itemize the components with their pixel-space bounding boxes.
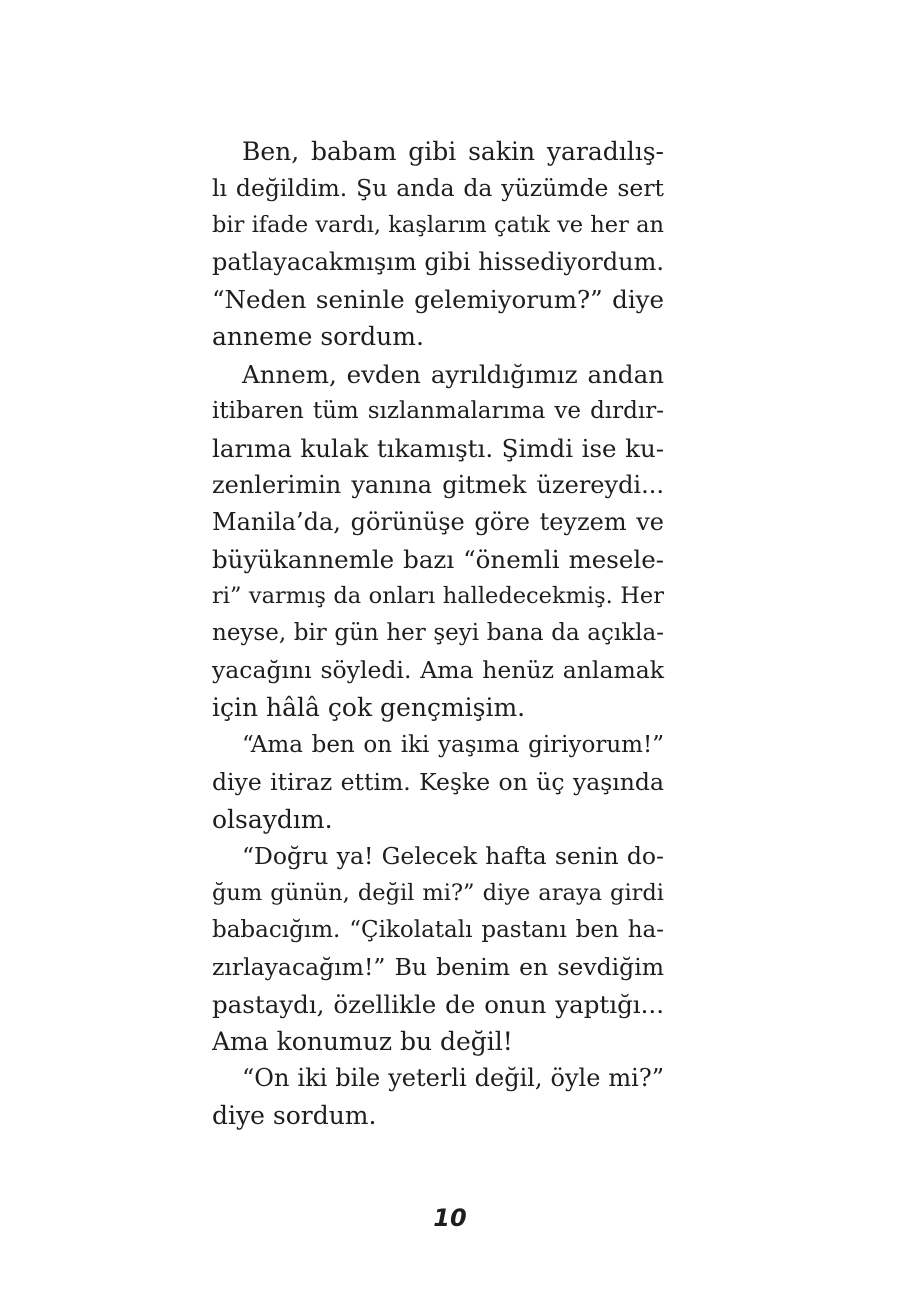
paragraph-2 [212,356,664,727]
text-line: patlayacakmışım gibi hissediyordum. [212,248,664,277]
text-line: olsaydım. [212,804,333,834]
text-line: Ama konumuz bu değil! [212,1027,513,1057]
text-line: ri” varmış da onları halledecekmiş. Her [212,583,664,610]
text-line: yacağını söyledi. Ama henüz anlamak [212,656,664,685]
text-line: babacığım. “Çikolatalı pastanı ben ha- [212,916,664,943]
paragraph-4 [212,838,664,1061]
text-line: için hâlâ çok gençmişim. [212,693,526,723]
body-text [212,133,664,1135]
text-line: ğum günün, değil mi?” diye araya girdi [212,879,664,906]
text-line: Ben, babam gibi sakin yaradılış- [242,137,664,166]
text-line: Annem, evden ayrıldığımız andan [242,359,664,389]
text-line: “Neden seninle gelemiyorum?” diye [212,285,664,315]
page-number: 10 [433,1204,467,1232]
paragraph-3 [212,727,664,838]
text-line: “On iki bile yeterli değil, öyle mi?” [242,1064,664,1093]
text-line: neyse, bir gün her şeyi bana da açıkla- [212,620,664,647]
text-line: büyükannemle bazı “önemli mesele- [212,545,664,575]
text-line: lı değildim. Şu anda da yüzümde sert [212,174,664,203]
text-line: zenlerimin yanına gitmek üzereydi... [212,470,664,499]
text-line: pastaydı, özellikle de onun yaptığı... [212,990,664,1020]
text-line: diye sordum. [212,1101,377,1131]
paragraph-1 [212,133,664,356]
text-line: itibaren tüm sızlanmalarıma ve dırdır- [212,397,664,424]
text-line: anneme sordum. [212,322,424,352]
text-line: “Doğru ya! Gelecek hafta senin do- [242,841,664,870]
text-line: Manila’da, görünüşe göre teyzem ve [212,507,664,536]
paragraph-5 [212,1060,664,1134]
text-line: bir ifade vardı, kaşlarım çatık ve her an [212,212,664,239]
text-line: larıma kulak tıkamıştı. Şimdi ise ku- [212,433,664,463]
text-line: zırlayacağım!” Bu benim en sevdiğim [212,953,664,982]
text-line: “Ama ben on iki yaşıma giriyorum!” [242,731,664,758]
text-line: diye itiraz ettim. Keşke on üç yaşında [212,767,664,796]
